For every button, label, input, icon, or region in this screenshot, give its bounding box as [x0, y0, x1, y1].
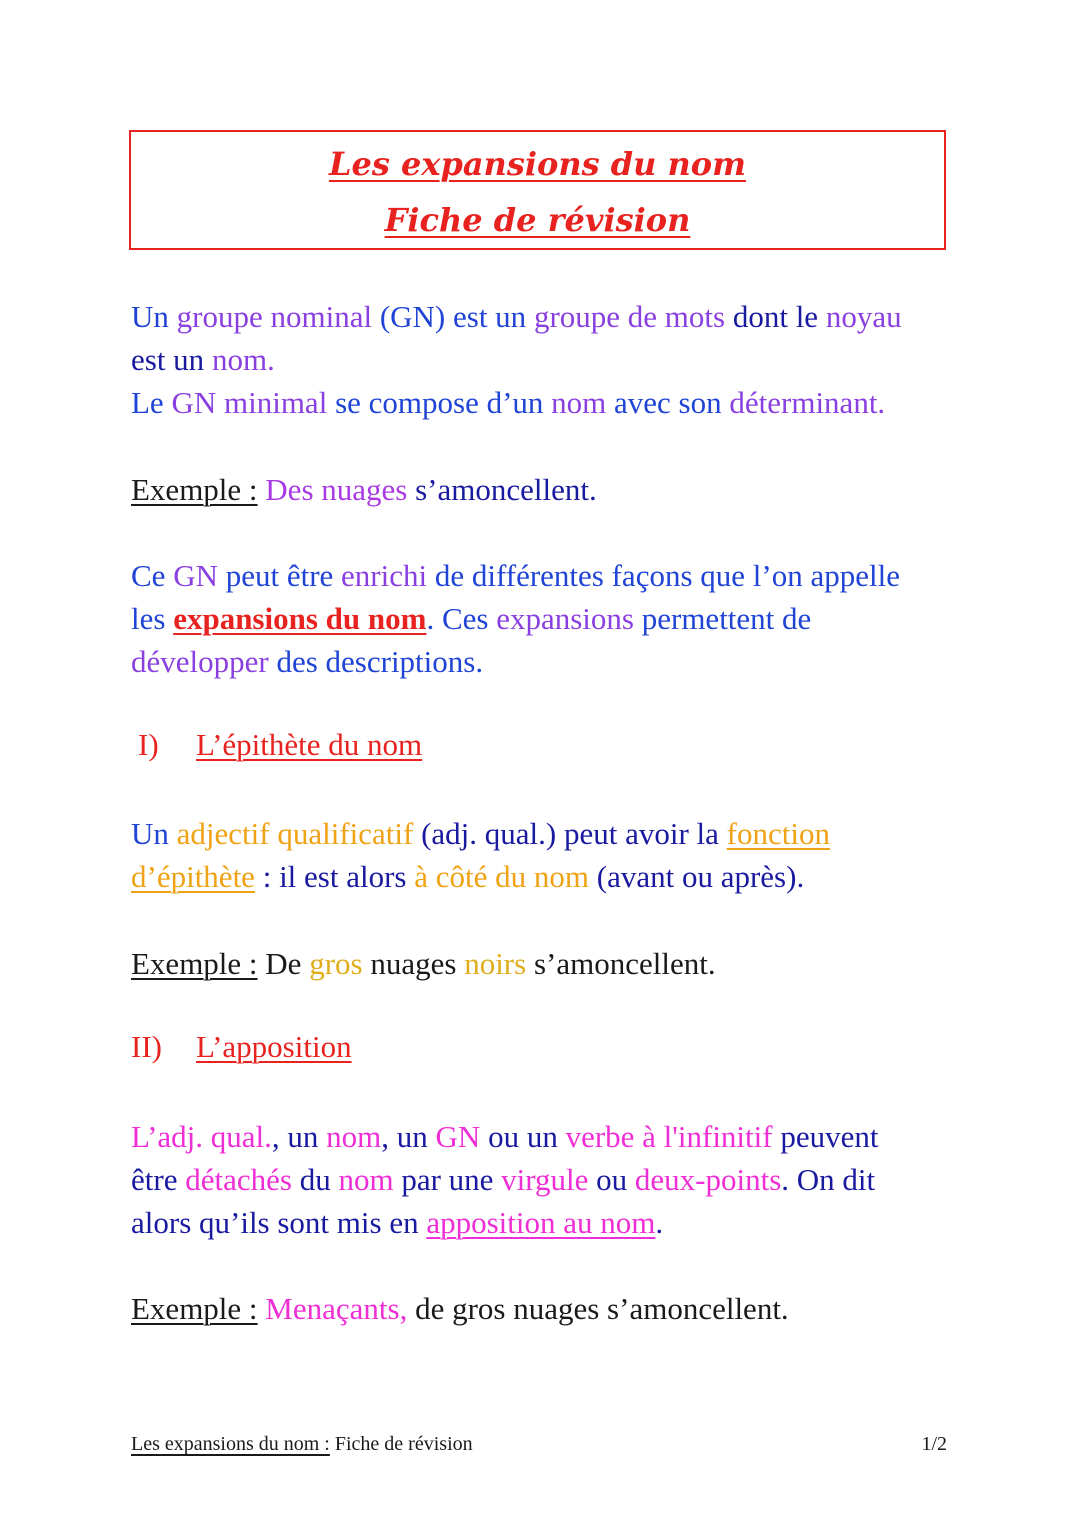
section-1-heading: I) L’épithète du nom [138, 727, 423, 762]
page-footer [131, 1433, 947, 1456]
section-2-title: L’apposition [196, 1029, 352, 1064]
document-title: Les expansions du nom [328, 145, 746, 183]
intro-example: Exemple : Des nuages s’amoncellent. [131, 472, 597, 507]
intro-paragraph-3: Ce GN peut être enrichi de différentes façons que l’on appelle les expansions du nom. Ces expansions permettent de développer des descriptions. [131, 558, 900, 679]
key-term-expansions: expansions du nom [173, 601, 427, 636]
example-label: Exemple : [131, 1291, 258, 1326]
section-2-paragraph: L’adj. qual., un nom, un GN ou un verbe à l'infinitif peuvent être détachés du nom par une virgule ou deux-points. On dit alors qu’ils sont mis en apposition au nom. [131, 1119, 879, 1240]
footer-title: Les expansions du nom : [131, 1433, 330, 1455]
section-1-paragraph: Un adjectif qualificatif (adj. qual.) peut avoir la fonction d’épithète : il est alors à côté du nom (avant ou après). [131, 816, 830, 894]
title-box [129, 130, 946, 250]
example-label: Exemple : [131, 472, 258, 507]
intro-paragraph-1: Un groupe nominal (GN) est un groupe de mots dont le noyau est un nom. Le GN minimal se compose d’un nom avec son déterminant. [131, 299, 902, 420]
section-1-example: Exemple : De gros nuages noirs s’amoncellent. [131, 946, 716, 981]
footer-subtitle: Fiche de révision [334, 1433, 473, 1455]
section-2-example: Exemple : Menaçants, de gros nuages s’amoncellent. [131, 1291, 789, 1326]
section-2-heading: II) L’apposition [131, 1029, 352, 1064]
example-label: Exemple : [131, 946, 258, 981]
document-subtitle: Fiche de révision [384, 201, 691, 239]
page-number: 1/2 [921, 1433, 947, 1455]
section-1-title: L’épithète du nom [196, 727, 423, 762]
